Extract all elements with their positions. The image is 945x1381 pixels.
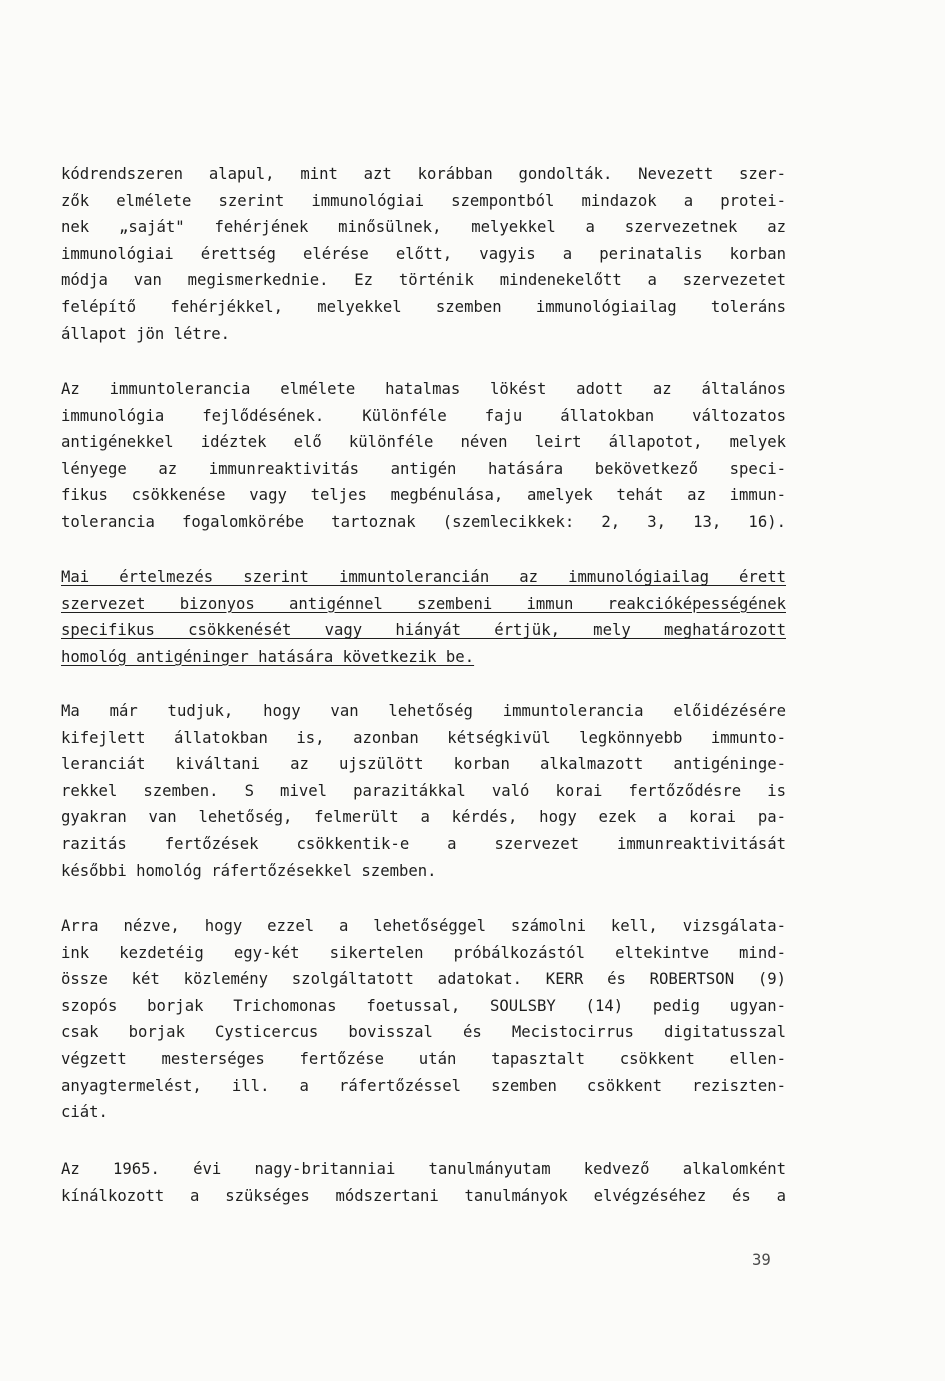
- text-line: gyakran van lehetőség, felmerült a kérdés, hogy ezek a korai pa-: [61, 808, 786, 827]
- text-line: tolerancia fogalomkörébe tartoznak (szemlecikkek: 2, 3, 13, 16).: [61, 512, 786, 531]
- text-line: össze két közlemény szolgáltatott adatokat. KERR és ROBERTSON (9): [61, 970, 786, 989]
- text-line: későbbi homológ ráfertőzésekkel szemben.: [61, 861, 437, 880]
- text-line: immunológia fejlődésének. Különféle faju állatokban változatos: [61, 406, 786, 425]
- paragraph-2: [61, 376, 786, 536]
- text-line: Ma már tudjuk, hogy van lehetőség immuntolerancia előidézésére: [61, 702, 786, 720]
- text-line: ciát.: [61, 1103, 108, 1122]
- text-line: kínálkozott a szükséges módszertani tanulmányok elvégzéséhez és a: [61, 1186, 786, 1205]
- page-number: 39: [752, 1251, 771, 1269]
- text-line: Arra nézve, hogy ezzel a lehetőséggel számolni kell, vizsgálata-: [61, 917, 786, 935]
- text-line: rekkel szemben. S mivel parazitákkal való korai fertőződésre is: [61, 781, 786, 800]
- text-line: anyagtermelést, ill. a ráfertőzéssel szemben csökkent reziszten-: [61, 1076, 786, 1095]
- text-line: ink kezdetéig egy-két sikertelen próbálkozástól eltekintve mind-: [61, 943, 786, 962]
- text-line: zők elmélete szerint immunológiai szempontból mindazok a protei-: [61, 191, 786, 210]
- text-line: végzett mesterséges fertőzése után tapasztalt csökkent ellen-: [61, 1049, 786, 1068]
- text-line: nek „saját" fehérjének minősülnek, melyekkel a szervezetnek az: [61, 218, 786, 237]
- text-line: Mai értelmezés szerint immuntolerancián az immunológiailag érett: [61, 568, 786, 586]
- text-line: homológ antigéninger hatására következik be.: [61, 647, 475, 666]
- paragraph-4: [61, 698, 786, 884]
- text-line: kifejlett állatokban is, azonban kétségkivül legkönnyebb immunto-: [61, 728, 786, 747]
- text-line: fikus csökkenése vagy teljes megbénulása, amelyek tehát az immun-: [61, 486, 786, 505]
- text-line: szervezet bizonyos antigénnel szembeni immun reakcióképességének: [61, 594, 786, 613]
- text-line: razitás fertőzések csökkentik-e a szervezet immunreaktivitását: [61, 834, 786, 853]
- paragraph-1: [61, 161, 786, 347]
- paragraph-3-definition: [61, 564, 786, 670]
- text-line: antigénekkel idéztek elő különféle néven leirt állapotot, melyek: [61, 433, 786, 452]
- text-line: immunológiai érettség elérése előtt, vagyis a perinatalis korban: [61, 244, 786, 263]
- text-line: kódrendszeren alapul, mint azt korábban gondolták. Nevezett szer-: [61, 165, 786, 183]
- text-line: módja van megismerkednie. Ez történik mindenekelőtt a szervezetet: [61, 271, 786, 290]
- text-line: felépítő fehérjékkel, melyekkel szemben immunológiailag toleráns: [61, 297, 786, 316]
- text-line: Az immuntolerancia elmélete hatalmas lökést adott az általános: [61, 380, 786, 398]
- paragraph-6: [61, 1156, 786, 1209]
- text-line: leranciát kiváltani az ujszülött korban alkalmazott antigéninge-: [61, 755, 786, 774]
- text-line: szopós borjak Trichomonas foetussal, SOULSBY (14) pedig ugyan-: [61, 996, 786, 1015]
- paragraph-5: [61, 913, 786, 1126]
- text-line: csak borjak Cysticercus bovisszal és Mecistocirrus digitatusszal: [61, 1023, 786, 1042]
- text-line: állapot jön létre.: [61, 324, 230, 343]
- text-line: lényege az immunreaktivitás antigén hatására bekövetkező speci-: [61, 459, 786, 478]
- text-line: specifikus csökkenését vagy hiányát értjük, mely meghatározott: [61, 621, 786, 640]
- text-line: Az 1965. évi nagy-britanniai tanulmányutam kedvező alkalomként: [61, 1160, 786, 1178]
